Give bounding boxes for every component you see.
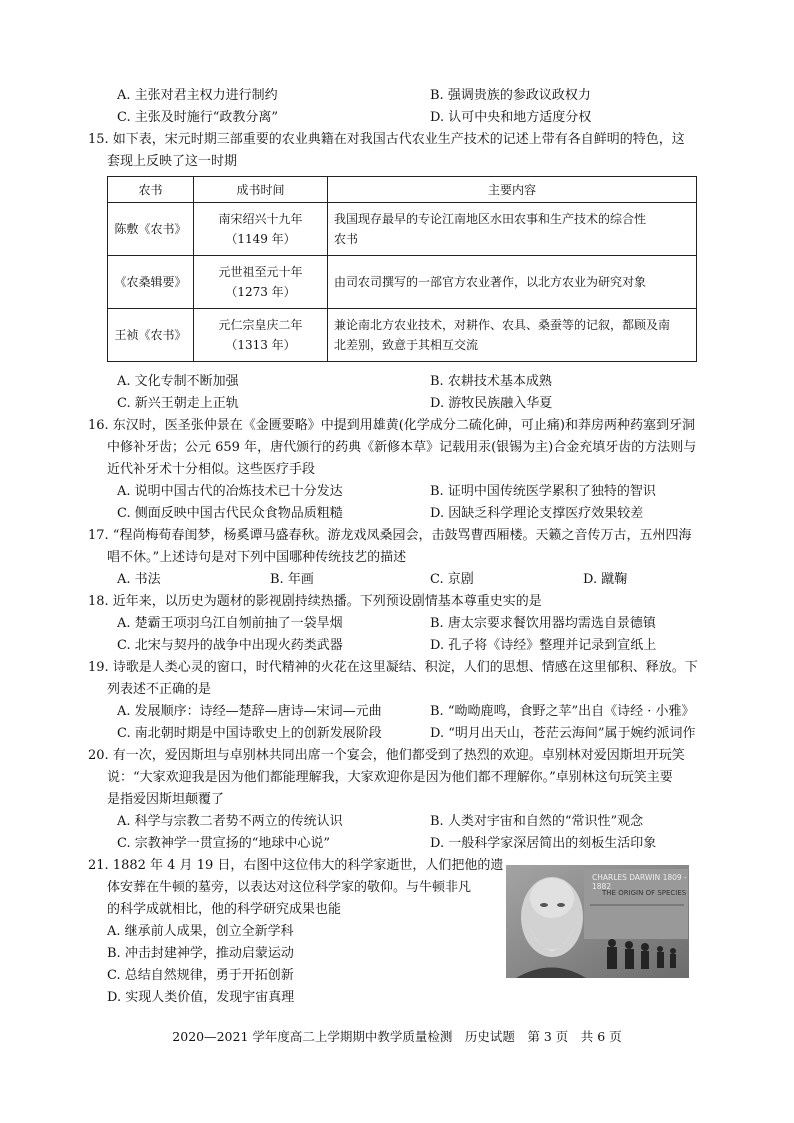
q16-stem-line3: 近代补牙术十分相似。这些医疗手段 [107,462,316,477]
q16-option-d: D. 因缺乏科学理论支撑医疗效果较差 [430,506,644,521]
q15-option-d: D. 游牧民族融入华夏 [430,396,553,411]
table-cell-content: 由司农司撰写的一部官方农业著作，以北方农业为研究对象 [328,256,697,309]
q18-option-d: D. 孔子将《诗经》整理并记录到宣纸上 [430,638,657,653]
q16-option-a: A. 说明中国古代的冶炼技术已十分发达 [117,484,343,499]
table-header-row [108,177,697,203]
q17-option-b: B. 年画 [270,572,314,587]
table-cell-book: 王祯《农书》 [108,309,194,362]
q20-stem-line3: 是指爱因斯坦颠覆了 [107,792,225,807]
q16-stem-line1: 16. 东汉时，医圣张仲景在《金匮要略》中提到用雄黄(化学成分二硫化砷，可止痛)和莽房两种药塞到牙洞 [88,418,695,433]
table-row [108,309,697,362]
q21-option-b: B. 冲击封建神学，推动启蒙运动 [107,946,294,961]
q15-option-b: B. 农耕技术基本成熟 [430,374,552,389]
q18-option-c: C. 北宋与契丹的战争中出现火药类武器 [117,638,343,653]
q20-option-c: C. 宗教神学一贯宣扬的“地球中心说” [117,836,331,851]
q16-option-b: B. 证明中国传统医学累积了独特的智识 [430,484,656,499]
q16-option-c: C. 侧面反映中国古代民众食物品质粗糙 [117,506,343,521]
q20-option-b: B. 人类对宇宙和自然的“常识性”观念 [430,814,644,829]
q21-stem-line3: 的科学成就相比，他的科学研究成果也能 [107,902,342,917]
q14-option-c: C. 主张及时施行“政教分离” [117,110,279,125]
table-row [108,256,697,309]
table-cell-time: 元仁宗皇庆二年 （1313 年） [194,309,328,362]
q21-stem-line2: 体安葬在牛顿的墓旁，以表达对这位科学家的敬仰。与牛顿非凡 [107,880,472,895]
q19-option-a: A. 发展顺序：诗经—楚辞—唐诗—宋词—元曲 [117,704,382,719]
q21-option-d: D. 实现人类价值，发现宇宙真理 [107,990,295,1005]
table-header-time: 成书时间 [194,177,328,203]
table-header-content: 主要内容 [328,177,697,203]
q17-option-c: C. 京剧 [430,572,474,587]
photo-caption-name: CHARLES DARWIN 1809 - 1882 [592,873,687,891]
q16-stem-line2: 中修补牙齿；公元 659 年，唐代颁行的药典《新修本草》记载用汞(银锡为主)合金充填牙齿的方法则与 [107,440,697,455]
table-header-book: 农书 [108,177,194,203]
q20-stem-line1: 20. 有一次，爱因斯坦与卓别林共同出席一个宴会，他们都受到了热烈的欢迎。卓别林对爱因斯坦开玩笑 [88,748,685,763]
q21-stem-line1: 21. 1882 年 4 月 19 日，右图中这位伟大的科学家逝世，人们把他的遗 [88,858,504,873]
darwin-photo [506,865,689,978]
table-cell-content: 兼论南北方农业技术，对耕作、农具、桑蚕等的记叙，都顾及南 北差别，致意于其相互交流 [328,309,697,362]
q19-stem-line2: 列表述不正确的是 [107,682,212,697]
photo-caption-book: THE ORIGIN OF SPECIES [602,889,687,897]
page-footer: 2020—2021 学年度高二上学期期中教学质量检测 历史试题 第 3 页 共 6 页 [172,1029,622,1044]
q19-option-d: D. “明月出天山，苍茫云海间”属于婉约派词作 [430,726,696,741]
table-cell-time: 南宋绍兴十九年 （1149 年） [194,203,328,256]
q20-option-a: A. 科学与宗教二者势不两立的传统认识 [117,814,343,829]
q15-stem-line2: 套现上反映了这一时期 [107,154,238,169]
q20-option-d: D. 一般科学家深居简出的刻板生活印象 [430,836,657,851]
table-cell-book: 《农桑辑要》 [108,256,194,309]
q15-option-c: C. 新兴王朝走上正轨 [117,396,239,411]
q14-option-b: B. 强调贵族的参政议政权力 [430,88,591,103]
q18-option-a: A. 楚霸王项羽乌江自刎前抽了一袋旱烟 [117,616,343,631]
q17-option-d: D. 蹴鞠 [583,572,628,587]
q15-stem-line1: 15. 如下表，宋元时期三部重要的农业典籍在对我国古代农业生产技术的记述上带有各自鲜明的特色，这 [88,132,685,147]
q18-option-b: B. 唐太宗要求餐饮用器均需选自景德镇 [430,616,656,631]
q17-option-a: A. 书法 [117,572,161,587]
q20-stem-line2: 说：“大家欢迎我是因为他们都能理解我，大家欢迎你是因为他们都不理解你。”卓别林这句玩笑主要 [107,770,673,785]
q14-option-d: D. 认可中央和地方适度分权 [430,110,592,125]
q17-stem-line1: 17. “程尚梅荀春闺梦，杨奚谭马盛春秋。游龙戏凤桑园会，击鼓骂曹西厢楼。天籁之音传万古，五州四海 [88,528,692,543]
table-cell-time: 元世祖至元十年 （1273 年） [194,256,328,309]
q17-stem-line2: 唱不休。”上述诗句是对下列中国哪种传统技艺的描述 [107,550,407,565]
q19-option-b: B. “呦呦鹿鸣，食野之苹”出自《诗经 · 小雅》 [430,704,695,719]
q19-option-c: C. 南北朝时期是中国诗歌史上的创新发展阶段 [117,726,382,741]
q18-stem-line1: 18. 近年来，以历史为题材的影视剧持续热播。下列预设剧情基本尊重史实的是 [88,594,542,609]
table-cell-book: 陈敷《农书》 [108,203,194,256]
q14-option-a: A. 主张对君主权力进行制约 [117,88,278,103]
q21-option-a: A. 继承前人成果，创立全新学科 [107,924,294,939]
q19-stem-line1: 19. 诗歌是人类心灵的窗口，时代精神的火花在这里凝结、积淀，人们的思想、情感在这里郁积、释放。下 [88,660,698,675]
q21-option-c: C. 总结自然规律，勇于开拓创新 [107,968,294,983]
q15-option-a: A. 文化专制不断加强 [117,374,239,389]
agri-books-table [107,176,697,362]
table-cell-content: 我国现存最早的专论江南地区水田农事和生产技术的综合性 农书 [328,203,697,256]
table-row [108,203,697,256]
